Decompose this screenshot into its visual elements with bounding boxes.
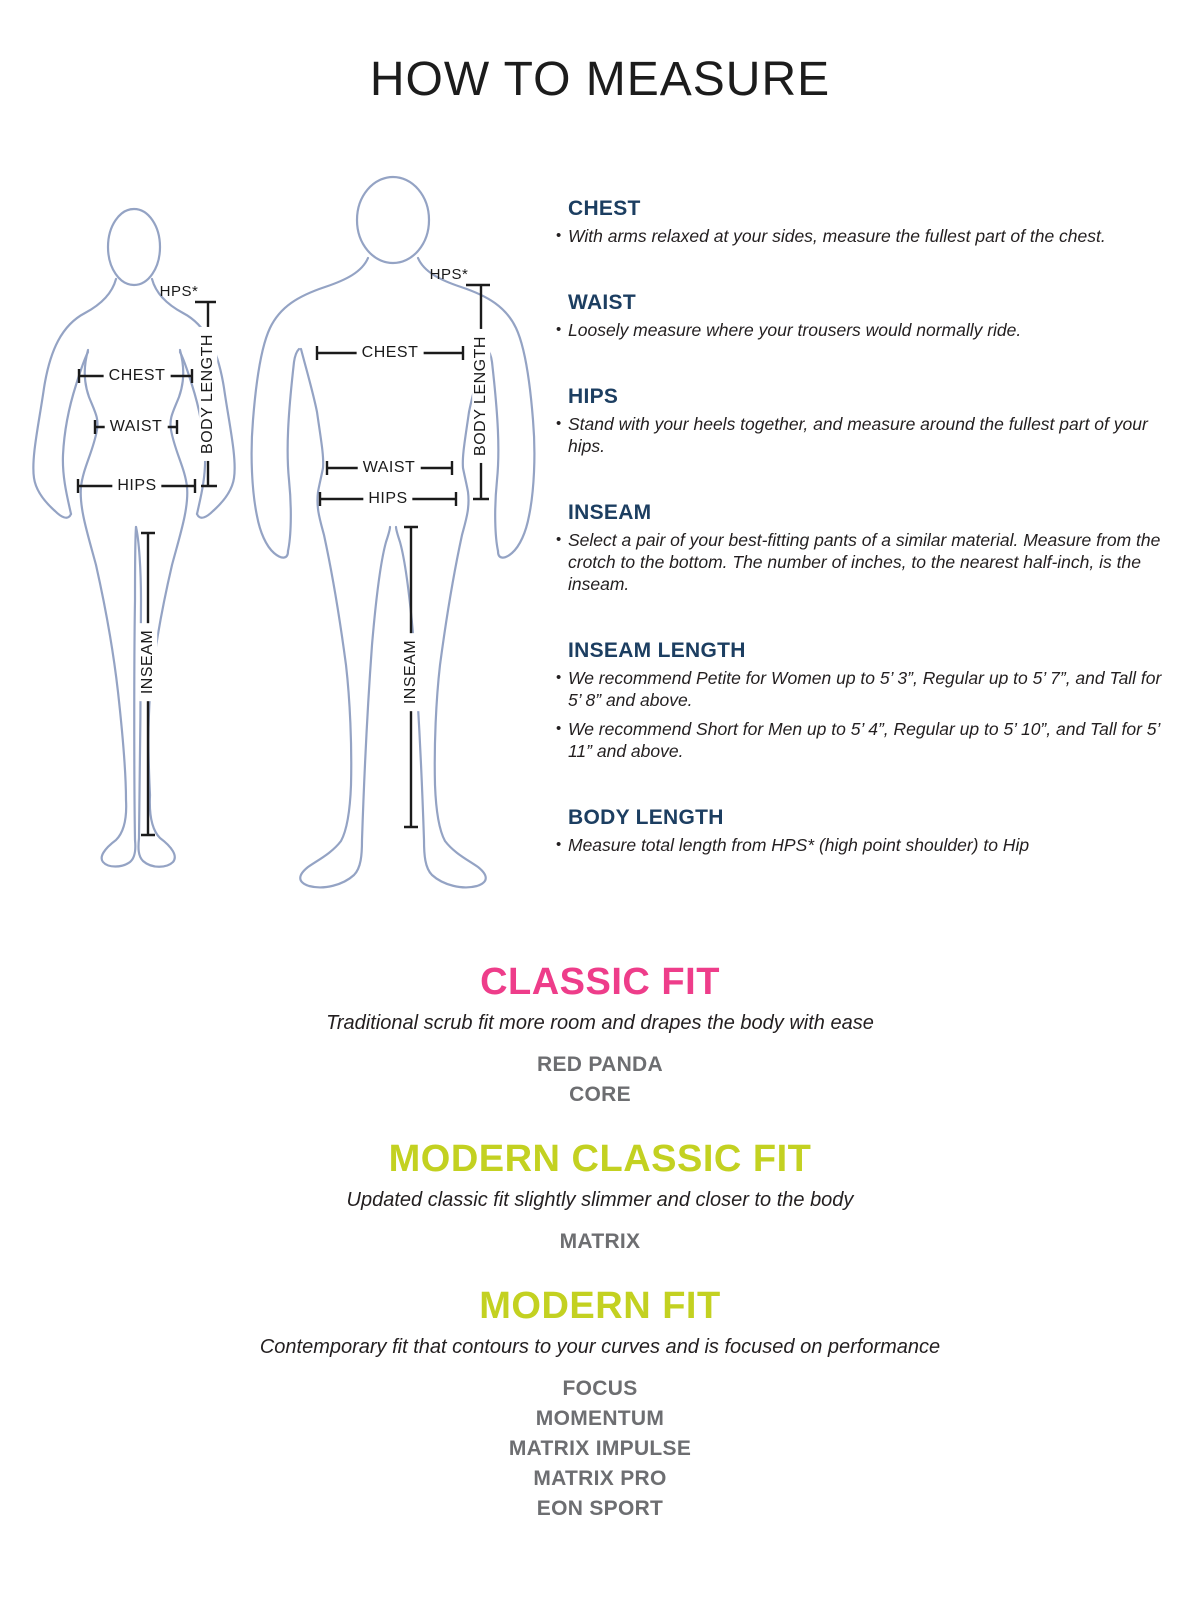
bullet-dot: • [556,227,562,244]
bullet-dot: • [556,669,562,686]
brand-item: RED PANDA [537,1053,663,1076]
male-inseam-label: INSEAM [402,633,420,711]
female-waist-label: WAIST [105,418,168,436]
female-chest-label: CHEST [104,367,171,385]
instruction-section-inseam [556,501,1168,595]
bullet-text: Select a pair of your best-fitting pants of a similar material. Measure from the crotch to the bottom. The number of inches, to the nearest half-inch, is the inseam. [568,530,1161,594]
male-waist-label: WAIST [358,459,421,477]
fit-section-classic-fit [0,963,1200,1110]
bullet-item [556,667,1168,711]
instruction-section-waist [556,291,1168,341]
page-title: HOW TO MEASURE [369,53,831,106]
male-head [357,177,429,263]
fit-description: Traditional scrub fit more room and drapes the body with ease [326,1012,874,1034]
female-hps-label: HPS* [159,282,199,300]
brand-item: MATRIX IMPULSE [508,1437,692,1460]
instruction-section-hips [556,385,1168,457]
brand-list [0,1374,1200,1524]
brand-item: CORE [569,1083,631,1106]
bullet-text: We recommend Short for Men up to 5’ 4”, Regular up to 5’ 10”, and Tall for 5’ 11” and above. [568,719,1160,761]
brand-list [0,1227,1200,1257]
brand-list [0,1050,1200,1110]
brand-item: MOMENTUM [535,1407,665,1430]
male-chest-label: CHEST [357,344,424,362]
instruction-section-inseam-length [556,639,1168,762]
male-hps-label: HPS* [429,265,469,283]
bullet-item [556,529,1168,595]
bullet-dot: • [556,720,562,737]
fit-section-modern-fit [0,1287,1200,1524]
bullet-item [556,718,1168,762]
fit-description: Contemporary fit that contours to your curves and is focused on performance [259,1336,941,1358]
female-hips-label: HIPS [112,477,161,495]
female-inseam-label: INSEAM [139,623,157,701]
brand-item: FOCUS [562,1377,638,1400]
instructions [556,197,1168,856]
bullet-dot: • [556,321,562,338]
brand-item: EON SPORT [536,1497,664,1520]
section-heading: INSEAM LENGTH [568,639,746,662]
bullet-item [556,225,1168,247]
bullet-text: With arms relaxed at your sides, measure the fullest part of the chest. [568,226,1106,246]
bullet-item [556,319,1168,341]
section-heading: INSEAM [568,501,652,524]
male-hips-label: HIPS [363,490,412,508]
bullet-dot: • [556,415,562,432]
fit-sections [0,963,1200,1554]
fit-heading: CLASSIC FIT [480,961,720,1003]
instruction-section-chest [556,197,1168,247]
bullet-dot: • [556,836,562,853]
brand-item: MATRIX [559,1230,641,1253]
fit-section-modern-classic-fit [0,1140,1200,1257]
section-heading: HIPS [568,385,619,408]
female-head [108,209,160,285]
brand-item: MATRIX PRO [533,1467,667,1490]
bullet-item [556,413,1168,457]
section-heading: WAIST [568,291,636,314]
instruction-section-body-length [556,806,1168,856]
bullet-text: Loosely measure where your trousers would normally ride. [568,320,1022,340]
section-heading: CHEST [568,197,641,220]
bullet-text: We recommend Petite for Women up to 5’ 3”, Regular up to 5’ 7”, and Tall for 5’ 8” and above. [568,668,1162,710]
bullet-item [556,834,1168,856]
female-figure [33,209,234,867]
bullet-dot: • [556,531,562,548]
female-body-length-label: BODY LENGTH [199,327,217,461]
fit-heading: MODERN FIT [479,1285,721,1327]
section-heading: BODY LENGTH [568,806,724,829]
bullet-text: Measure total length from HPS* (high point shoulder) to Hip [568,835,1030,855]
fit-description: Updated classic fit slightly slimmer and closer to the body [346,1189,854,1211]
male-figure [252,177,535,887]
male-body-length-label: BODY LENGTH [472,329,490,463]
bullet-text: Stand with your heels together, and measure around the fullest part of your hips. [568,414,1148,456]
fit-heading: MODERN CLASSIC FIT [388,1138,812,1180]
